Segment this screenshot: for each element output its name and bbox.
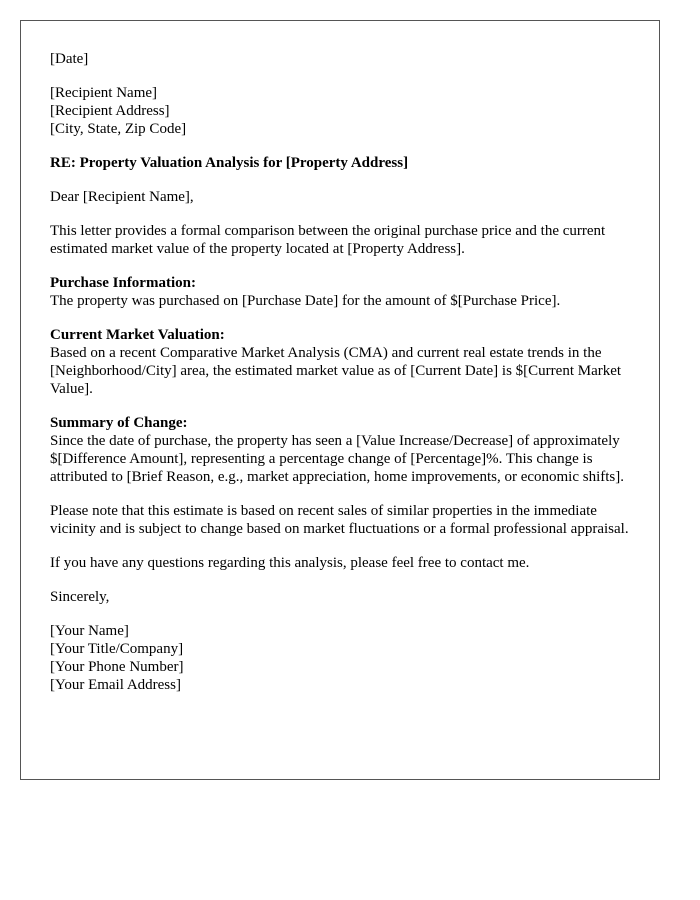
recipient-name: [Recipient Name]	[50, 85, 158, 101]
valuation-heading: Current Market Valuation:	[50, 327, 225, 343]
closing: Sincerely,	[50, 589, 110, 605]
letter-body	[50, 50, 640, 710]
sender-block	[50, 622, 640, 694]
change-text: Since the date of purchase, the property has seen a [Value Increase/Decrease] of approximately $[Difference Amount], representing a percentage change of [Percentage]%. This change is attributed to [Brief Reason, e.g., market appreciation, home improvements, or economic shifts].	[50, 433, 624, 485]
salutation: Dear [Recipient Name],	[50, 189, 194, 205]
contact-paragraph: If you have any questions regarding this analysis, please feel free to contact me.	[50, 555, 530, 571]
purchase-section	[50, 274, 640, 310]
intro-paragraph: This letter provides a formal comparison between the original purchase price and the current estimated market value of the property located at [Property Address].	[50, 223, 606, 257]
valuation-section	[50, 326, 640, 398]
purchase-heading: Purchase Information:	[50, 275, 196, 291]
change-section	[50, 414, 640, 486]
subject-line: RE: Property Valuation Analysis for [Property Address]	[50, 155, 409, 171]
purchase-text: The property was purchased on [Purchase Date] for the amount of $[Purchase Price].	[50, 293, 561, 309]
recipient-address: [Recipient Address]	[50, 103, 170, 119]
change-heading: Summary of Change:	[50, 415, 188, 431]
sender-email: [Your Email Address]	[50, 677, 181, 693]
letter-page	[20, 20, 660, 780]
disclaimer-paragraph: Please note that this estimate is based on recent sales of similar properties in the immediate vicinity and is subject to change based on market fluctuations or a formal professional appraisal.	[50, 503, 629, 537]
date-block	[50, 50, 640, 68]
valuation-text: Based on a recent Comparative Market Analysis (CMA) and current real estate trends in the [Neighborhood/City] area, the estimated market value as of [Current Date] is $[Current Market Value].	[50, 345, 622, 397]
sender-name: [Your Name]	[50, 623, 129, 639]
sender-title-company: [Your Title/Company]	[50, 641, 184, 657]
recipient-city-state-zip: [City, State, Zip Code]	[50, 121, 187, 137]
letter-date: [Date]	[50, 51, 89, 67]
recipient-block	[50, 84, 640, 138]
sender-phone: [Your Phone Number]	[50, 659, 184, 675]
